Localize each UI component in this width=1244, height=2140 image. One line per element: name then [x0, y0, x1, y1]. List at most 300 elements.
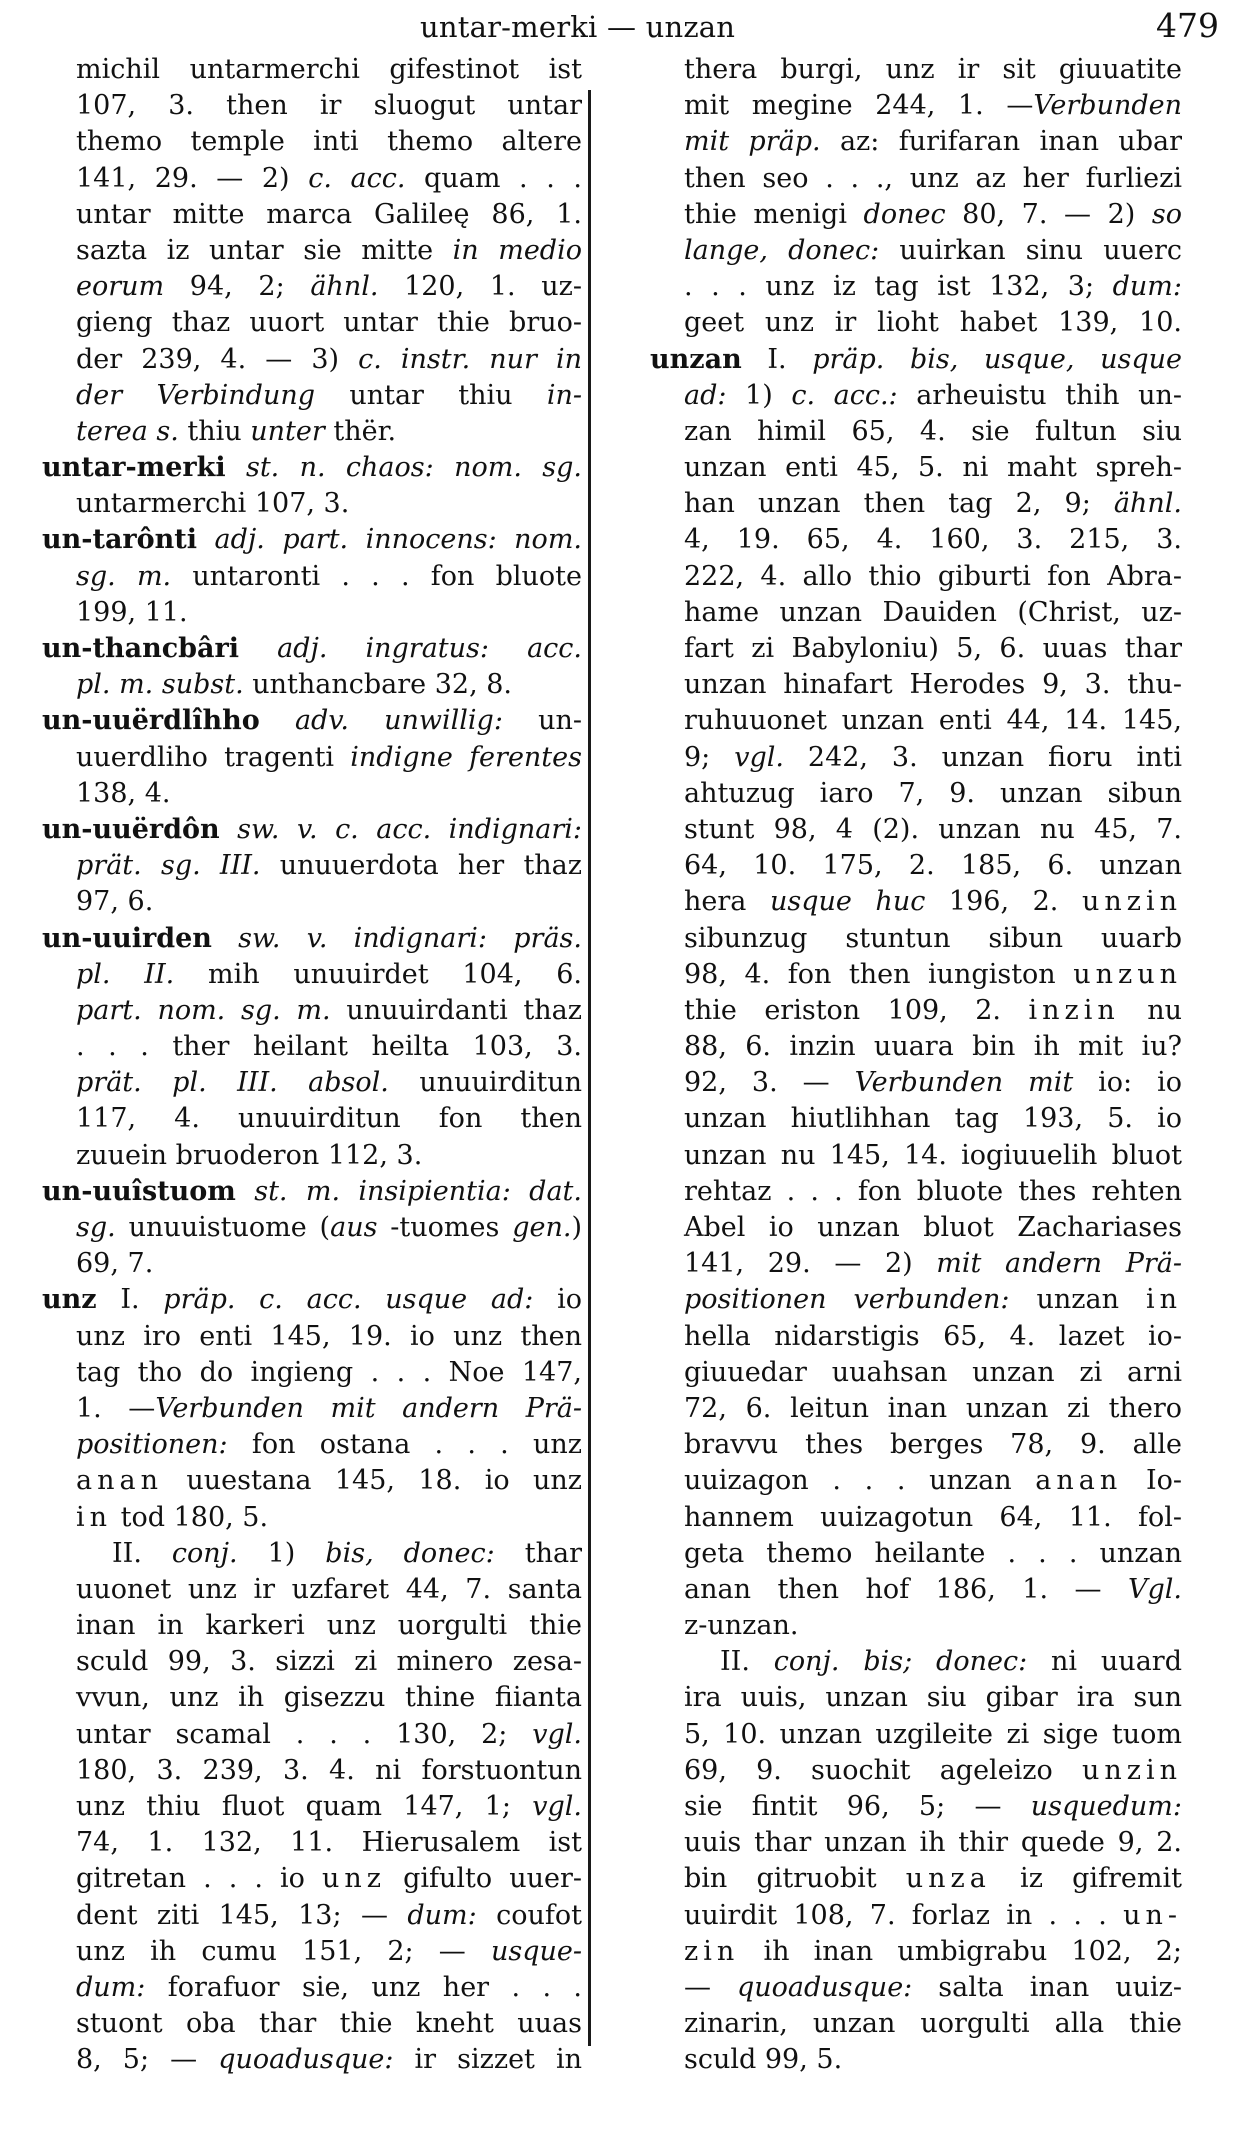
italic-gloss: gen.: [512, 1212, 572, 1243]
italic-gloss: dum:: [76, 1971, 146, 2003]
headword: un-uuërdlîhho: [42, 705, 260, 737]
text-run: 120, 1. uz-: [378, 271, 582, 303]
italic-gloss: ad:: [684, 379, 727, 411]
text-run: uuonet unz ir uzfaret 44, 7. santa: [76, 1573, 582, 1605]
italic-gloss: c. acc.:: [791, 379, 898, 411]
text-run: sculd 99, 5.: [684, 2044, 843, 2076]
text-line: [650, 1861, 1182, 1897]
italic-gloss: adj. part. innocens: nom.: [197, 524, 582, 556]
text-run: untar mitte marca Galileę 86, 1.: [76, 198, 582, 230]
text-line: [42, 1319, 582, 1355]
text-line: [650, 450, 1182, 486]
text-line: [650, 1500, 1182, 1536]
text-run: salta inan uuiz-: [912, 1971, 1182, 2003]
text-line: [42, 1463, 582, 1499]
italic-gloss: vgl.: [532, 1791, 582, 1822]
text-run: II.: [720, 1646, 774, 1678]
text-run: unzan enti 45, 5. ni maht spreh-: [684, 452, 1182, 484]
text-run: unzan hinafart Herodes 9, 3. thu-: [684, 669, 1182, 701]
text-run: io: io: [1073, 1067, 1182, 1099]
text-run: unzan nu 145, 14. iogiuuelih bluot: [684, 1139, 1182, 1171]
text-line: [650, 1536, 1182, 1572]
text-run: giuuedar uuahsan unzan zi arni: [684, 1356, 1182, 1388]
text-run: gifulto uuer-: [386, 1863, 582, 1895]
text-line: [650, 1463, 1182, 1499]
text-line: [650, 378, 1182, 414]
italic-gloss: ähnl.: [1113, 488, 1182, 520]
text-line: [42, 1174, 582, 1210]
text-run: michil untarmerchi gifestinot ist: [76, 54, 582, 85]
spaced-text: unzun: [1073, 958, 1182, 990]
text-line: [42, 703, 582, 739]
text-line: [42, 1680, 582, 1716]
text-line: [650, 740, 1182, 776]
italic-gloss: st. m. insipientia: dat.: [235, 1175, 582, 1207]
italic-gloss: adv. unwillig:: [259, 705, 503, 737]
text-run: forafuor sie, unz her . . .: [145, 1971, 582, 2003]
italic-gloss: dum:: [407, 1899, 477, 1931]
text-run: uuis thar unzan ih thir quede 9, 2.: [684, 1827, 1182, 1859]
italic-gloss: sg. m.: [76, 560, 172, 592]
text-line: [42, 1934, 582, 1970]
text-line: [42, 1138, 582, 1174]
text-run: 138, 4.: [76, 777, 171, 809]
italic-gloss: unter: [250, 415, 325, 447]
text-run: Io-: [1122, 1465, 1182, 1497]
text-run: unuuistuome (: [115, 1212, 331, 1243]
text-run: mih unuuirdet 104, 6.: [174, 958, 582, 990]
text-line: [42, 124, 582, 160]
text-line: [650, 1391, 1182, 1427]
text-line: [42, 2042, 582, 2078]
text-line: [650, 1898, 1182, 1934]
text-run: 180, 3. 239, 3. 4. ni forstuontun: [76, 1754, 582, 1786]
text-run: fart zi Babyloniu) 5, 6. uuas thar: [684, 633, 1182, 664]
text-run: . . . unz iz tag ist 132, 3;: [684, 271, 1113, 303]
text-line: [650, 1210, 1182, 1246]
text-line: [42, 884, 582, 920]
spaced-text: anan: [76, 1465, 163, 1497]
text-line: [650, 1644, 1182, 1680]
text-run: han unzan then tag 2, 9;: [684, 488, 1114, 520]
text-line: [42, 305, 582, 341]
text-run: zinarin, unzan uorgulti alla thie: [684, 2008, 1182, 2040]
italic-gloss: präp. bis, usque, usque: [812, 343, 1182, 375]
text-line: [42, 1644, 582, 1680]
text-line: [42, 1391, 582, 1427]
text-line: [42, 1898, 582, 1934]
text-line: [650, 1319, 1182, 1355]
text-run: I.: [96, 1284, 164, 1316]
text-run: thie menigi: [684, 198, 864, 230]
headword: untar-merki: [42, 452, 226, 484]
text-line: [650, 1029, 1182, 1065]
text-run: hella nidarstigis 65, 4. lazet io-: [684, 1320, 1182, 1352]
text-run: thie eriston 109, 2.: [684, 994, 1029, 1026]
italic-gloss: positionen verbunden:: [684, 1284, 1010, 1316]
spaced-text: unza: [905, 1863, 991, 1895]
italic-gloss: Verbunden: [1033, 90, 1182, 122]
text-line: [42, 1101, 582, 1137]
page-header: [0, 8, 1244, 48]
text-line: [650, 1355, 1182, 1391]
italic-gloss: mit andern Prä-: [936, 1248, 1182, 1280]
text-run: sculd 99, 3. sizzi zi minero zesa-: [76, 1646, 582, 1678]
text-run: mit megine 244, 1. —: [684, 90, 1034, 122]
italic-gloss: aus: [330, 1212, 378, 1243]
text-line: [650, 884, 1182, 920]
text-run: inan in karkeri unz uorgulti thie: [76, 1610, 582, 1642]
text-line: [42, 52, 582, 88]
text-line: [42, 414, 582, 450]
text-line: [650, 414, 1182, 450]
text-line: [42, 1536, 582, 1572]
text-line: [650, 1065, 1182, 1101]
text-line: [650, 161, 1182, 197]
text-run: untar thiu: [315, 379, 547, 411]
page-number: 479: [1156, 6, 1219, 45]
text-line: [650, 1282, 1182, 1318]
text-line: [650, 559, 1182, 595]
text-line: [650, 233, 1182, 269]
text-run: 141, 29. — 2): [684, 1248, 937, 1280]
text-line: [42, 667, 582, 703]
text-run: unuuirdanti thaz: [330, 994, 582, 1026]
text-run: bravvu thes berges 78, 9. alle: [684, 1429, 1182, 1461]
text-run: thar: [494, 1537, 582, 1569]
italic-gloss: Vgl.: [1128, 1573, 1182, 1605]
left-column: [42, 52, 582, 2079]
text-run: unzan: [1009, 1284, 1146, 1316]
text-run: 5, 10. unzan uzgileite zi sige tuom: [684, 1718, 1182, 1750]
headword: un-uuirden: [42, 922, 212, 954]
text-run: 80, 7. — 2): [945, 198, 1152, 230]
text-line: [42, 957, 582, 993]
text-run: 94, 2;: [164, 271, 311, 303]
text-line: [650, 1825, 1182, 1861]
text-run: quam . . .: [405, 162, 582, 194]
italic-gloss: donec: [863, 198, 946, 230]
text-run: 222, 4. allo thio giburti fon Abra-: [684, 560, 1182, 592]
italic-gloss: pl. II.: [76, 958, 175, 990]
text-line: [42, 1500, 582, 1536]
italic-gloss: usque-: [490, 1935, 582, 1967]
italic-gloss: in-: [546, 379, 582, 411]
text-line: [650, 1427, 1182, 1463]
text-line: [42, 1753, 582, 1789]
italic-gloss: sw. v. indignari: präs.: [211, 922, 582, 954]
text-line: [650, 957, 1182, 993]
text-run: 1): [237, 1537, 326, 1569]
italic-gloss: positionen:: [76, 1429, 228, 1461]
text-run: 69, 7.: [76, 1248, 154, 1280]
text-line: [650, 776, 1182, 812]
text-run: uuirdit 108, 7. forlaz in . . .: [684, 1899, 1124, 1931]
text-run: 8, 5; —: [76, 2044, 219, 2076]
running-title: untar-merki — unzan: [420, 10, 736, 44]
text-line: [650, 88, 1182, 124]
text-run: ahtuzug iaro 7, 9. unzan sibun: [684, 777, 1182, 809]
headword: un-thancbâri: [42, 633, 239, 664]
text-line: [650, 269, 1182, 305]
text-run: unz ih cumu 151, 2; —: [76, 1935, 491, 1967]
text-run: Abel io unzan bluot Zachariases: [684, 1212, 1182, 1243]
text-run: der 239, 4. — 3): [76, 343, 359, 375]
text-run: sazta iz untar sie mitte: [76, 234, 453, 266]
italic-gloss: quoadusque:: [736, 1971, 913, 2003]
text-line: [650, 848, 1182, 884]
spaced-text: unzin: [1081, 1754, 1182, 1786]
text-line: [42, 595, 582, 631]
text-line: [42, 848, 582, 884]
italic-gloss: prät. pl. III. absol.: [76, 1067, 389, 1099]
italic-gloss: prät. sg. III.: [76, 850, 261, 882]
text-run: ni uuard: [1027, 1646, 1182, 1678]
text-line: [42, 1970, 582, 2006]
text-line: [42, 233, 582, 269]
text-line: [650, 1246, 1182, 1282]
italic-gloss: so: [1151, 198, 1182, 230]
text-run: sibunzug stuntun sibun uuarb: [684, 922, 1182, 954]
text-line: [650, 1789, 1182, 1825]
text-run: 64, 10. 175, 2. 185, 6. unzan: [684, 850, 1182, 882]
text-run: 117, 4. unuuirditun fon then: [76, 1103, 582, 1135]
text-run: I.: [741, 343, 813, 375]
spaced-text: un-: [1123, 1899, 1182, 1931]
italic-gloss: usquedum:: [1030, 1791, 1182, 1822]
text-run: 74, 1. 132, 11. Hierusalem ist: [76, 1827, 582, 1859]
italic-gloss: sw. v. c. acc. indignari:: [219, 813, 582, 845]
italic-gloss: bis, donec:: [325, 1537, 495, 1569]
italic-gloss: part. nom. sg. m.: [76, 994, 331, 1026]
italic-gloss: conj. bis; donec:: [773, 1646, 1028, 1678]
text-line: [650, 305, 1182, 341]
text-run: az: furifaran inan ubar: [820, 126, 1182, 158]
text-line: [650, 2006, 1182, 2042]
spaced-text: unzin: [1081, 886, 1182, 918]
text-line: [42, 342, 582, 378]
spaced-text: in: [1145, 1284, 1182, 1316]
headword: un-uuîstuom: [42, 1175, 236, 1207]
text-line: [650, 595, 1182, 631]
text-line: [42, 1427, 582, 1463]
headword: un-uuërdôn: [42, 813, 220, 845]
text-run: uuerdliho tragenti: [76, 741, 351, 773]
text-run: zuuein bruoderon 112, 3.: [76, 1139, 423, 1171]
text-line: [650, 124, 1182, 160]
text-run: untarmerchi 107, 3.: [76, 488, 350, 520]
text-run: 242, 3. unzan fioru inti: [783, 741, 1182, 773]
text-run: unuuerdota her thaz: [260, 850, 582, 882]
spaced-text: anan: [1035, 1465, 1123, 1497]
italic-gloss: Verbunden mit: [854, 1067, 1074, 1099]
text-run: 107, 3. then ir sluogut untar: [76, 90, 582, 122]
text-line: [650, 667, 1182, 703]
text-line: [650, 197, 1182, 233]
text-line: [42, 812, 582, 848]
text-line: [42, 269, 582, 305]
text-run: 69, 9. suochit ageleizo: [684, 1754, 1082, 1786]
italic-gloss: eorum: [76, 271, 165, 303]
text-line: [42, 1065, 582, 1101]
text-run: iz gifremit: [990, 1863, 1182, 1895]
text-run: hannem uuizagotun 64, 11. fol-: [684, 1501, 1182, 1533]
text-line: [650, 2042, 1182, 2078]
text-line: [650, 1608, 1182, 1644]
text-line: [42, 1789, 582, 1825]
text-run: z-unzan.: [684, 1610, 799, 1642]
text-run: rehtaz . . . fon bluote thes rehten: [684, 1175, 1182, 1207]
text-line: [42, 776, 582, 812]
text-run: 1): [726, 379, 792, 411]
text-run: thiu: [178, 415, 251, 447]
italic-gloss: der Verbindung: [76, 379, 316, 411]
italic-gloss: lange, donec:: [684, 234, 880, 266]
text-line: [650, 1572, 1182, 1608]
text-line: [42, 921, 582, 957]
text-line: [650, 1753, 1182, 1789]
text-run: 97, 6.: [76, 886, 154, 918]
text-run: arheuistu thih un-: [897, 379, 1182, 411]
text-line: [650, 522, 1182, 558]
italic-gloss: pl. m. subst.: [76, 669, 244, 701]
text-line: [42, 1861, 582, 1897]
text-run: geta themo heilante . . . unzan: [684, 1537, 1182, 1569]
text-run: dent ziti 145, 13; —: [76, 1899, 408, 1931]
text-run: 72, 6. leitun inan unzan zi thero: [684, 1392, 1182, 1424]
text-line: [42, 450, 582, 486]
text-line: [42, 378, 582, 414]
text-line: [42, 1608, 582, 1644]
italic-gloss: c. acc.: [308, 162, 406, 194]
text-line: [650, 1138, 1182, 1174]
text-run: untaronti . . . fon bluote: [171, 560, 582, 592]
text-run: bin gitruobit: [684, 1863, 906, 1895]
text-line: [650, 993, 1182, 1029]
text-line: [650, 631, 1182, 667]
italic-gloss: mit präp.: [684, 126, 821, 158]
text-run: untar scamal . . . 130, 2;: [76, 1718, 533, 1750]
italic-gloss: usque huc: [769, 886, 926, 918]
text-run: stunt 98, 4 (2). unzan nu 45, 7.: [684, 813, 1182, 845]
spaced-text: in: [76, 1501, 113, 1533]
text-run: un-: [502, 705, 582, 737]
text-run: 88, 6. inzin uuara bin ih mit iu?: [684, 1031, 1182, 1063]
text-line: [42, 1246, 582, 1282]
text-line: [650, 1970, 1182, 2006]
italic-gloss: dum:: [1112, 271, 1182, 303]
text-run: thera burgi, unz ir sit giuuatite: [684, 54, 1182, 85]
text-run: coufot: [476, 1899, 582, 1931]
italic-gloss: indigne ferentes: [350, 741, 582, 773]
spaced-text: zin: [684, 1935, 740, 1967]
text-line: [650, 1680, 1182, 1716]
italic-gloss: präp. c. acc. usque ad:: [163, 1284, 534, 1316]
text-line: [42, 740, 582, 776]
text-run: nu: [1119, 994, 1182, 1026]
italic-gloss: st. n. chaos: nom. sg.: [225, 452, 582, 484]
text-line: [42, 2006, 582, 2042]
text-line: [650, 1101, 1182, 1137]
italic-gloss: adj. ingratus: acc.: [239, 633, 582, 664]
text-line: [42, 161, 582, 197]
text-line: [42, 1029, 582, 1065]
text-line: [42, 559, 582, 595]
text-run: geet unz ir lioht habet 139, 10.: [684, 307, 1182, 339]
text-run: -tuomes: [377, 1212, 513, 1243]
text-run: io: [533, 1284, 582, 1316]
italic-gloss: quoadusque:: [218, 2044, 394, 2076]
italic-gloss: sg.: [76, 1212, 116, 1243]
text-line: [42, 522, 582, 558]
text-run: gitretan . . . io: [76, 1863, 322, 1895]
text-run: . . . ther heilant heilta 103, 3.: [76, 1031, 582, 1063]
text-run: uuizagon . . . unzan: [684, 1465, 1036, 1497]
text-line: [42, 1210, 582, 1246]
text-line: [42, 1717, 582, 1753]
italic-gloss: Verbunden mit andern Prä-: [155, 1392, 582, 1424]
text-run: ): [571, 1212, 582, 1243]
text-run: tag tho do ingieng . . . Noe 147,: [76, 1356, 582, 1388]
text-line: [650, 342, 1182, 378]
text-line: [42, 1282, 582, 1318]
spaced-text: inzin: [1028, 994, 1120, 1026]
text-run: unuuirditun: [388, 1067, 582, 1099]
text-run: 141, 29. — 2): [76, 162, 309, 194]
text-run: tod 180, 5.: [112, 1501, 269, 1533]
text-line: [42, 88, 582, 124]
text-run: anan then hof 186, 1. —: [684, 1573, 1128, 1605]
text-line: [650, 1174, 1182, 1210]
text-run: unz thiu fluot quam 147, 1;: [76, 1791, 533, 1822]
text-run: unz iro enti 145, 19. io unz then: [76, 1320, 582, 1352]
text-run: unzan hiutlihhan tag 193, 5. io: [684, 1103, 1182, 1135]
text-run: uuestana 145, 18. io unz: [162, 1465, 582, 1497]
text-run: gieng thaz uuort untar thie bruo-: [76, 307, 582, 339]
text-run: thër.: [324, 415, 397, 447]
text-run: ruhuuonet unzan enti 44, 14. 145,: [684, 705, 1182, 737]
italic-gloss: ähnl.: [310, 271, 379, 303]
text-line: [42, 993, 582, 1029]
text-line: [650, 703, 1182, 739]
text-run: unthancbare 32, 8.: [243, 669, 513, 701]
text-line: [650, 1934, 1182, 1970]
text-run: hera: [684, 886, 770, 918]
text-run: —: [684, 1971, 737, 2003]
column-divider: [588, 90, 591, 2046]
italic-gloss: vgl.: [734, 741, 784, 773]
text-line: [42, 631, 582, 667]
text-line: [42, 197, 582, 233]
italic-gloss: in medio: [452, 234, 582, 266]
headword: un-tarônti: [42, 524, 198, 556]
spaced-text: unz: [322, 1863, 387, 1895]
text-line: [42, 1825, 582, 1861]
text-line: [42, 1355, 582, 1391]
italic-gloss: conj.: [171, 1537, 238, 1569]
text-run: 98, 4. fon then iungiston: [684, 958, 1074, 990]
headword: unz: [42, 1284, 97, 1316]
text-run: fon ostana . . . unz: [227, 1429, 582, 1461]
text-run: hame unzan Dauiden (Christ, uz-: [684, 596, 1182, 628]
text-run: themo temple inti themo altere: [76, 126, 582, 158]
text-run: ira uuis, unzan siu gibar ira sun: [684, 1682, 1182, 1714]
text-run: zan himil 65, 4. sie fultun siu: [684, 415, 1182, 447]
text-line: [650, 812, 1182, 848]
text-run: II.: [112, 1537, 172, 1569]
text-line: [42, 486, 582, 522]
text-run: then seo . . ., unz az her furliezi: [684, 162, 1182, 194]
